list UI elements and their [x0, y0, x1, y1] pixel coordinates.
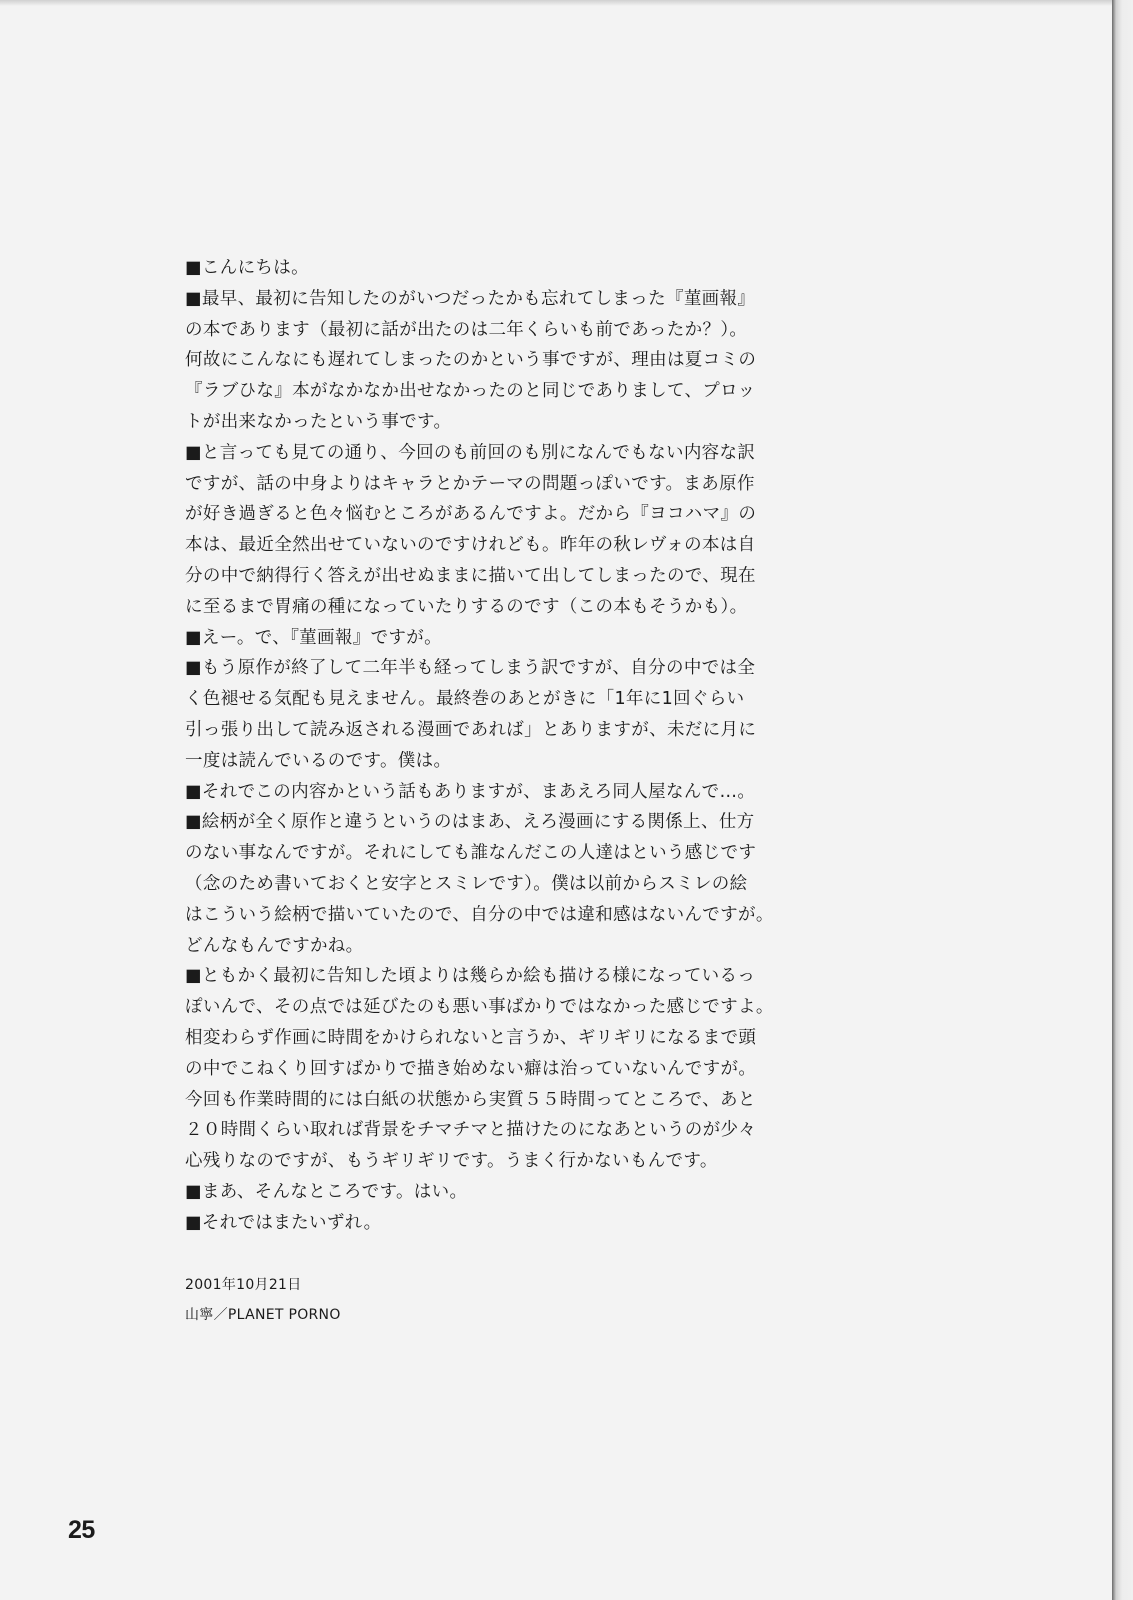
afterword-line: どんなもんですかね。 [185, 935, 364, 956]
afterword-line: ■えー。で、『菫画報』ですが。 [185, 627, 442, 648]
afterword-line: トが出来なかったという事です。 [185, 411, 452, 432]
page-number: 25 [68, 1516, 95, 1544]
afterword-line: ■もう原作が終了して二年半も経ってしまう訳ですが、自分の中では全 [185, 658, 756, 679]
afterword-line: ■まあ、そんなところです。はい。 [185, 1181, 468, 1202]
afterword-line: 一度は読んでいるのです。僕は。 [185, 750, 452, 771]
afterword-line: の中でこねくり回すばかりで描き始めない癖は治っていないんですが。 [185, 1058, 757, 1079]
afterword-line: （念のため書いておくと安字とスミレです）。僕は以前からスミレの絵 [185, 873, 748, 894]
signature-block [185, 1270, 341, 1330]
afterword-line: 相変わらず作画に時間をかけられないと言うか、ギリギリになるまで頭 [185, 1027, 757, 1048]
afterword-line: 分の中で納得行く答えが出せぬままに描いて出してしまったので、現在 [185, 565, 756, 586]
afterword-line: ■それではまたいずれ。 [185, 1212, 382, 1233]
signature-date: 2001年10月21日 [185, 1277, 302, 1293]
afterword-line: はこういう絵柄で描いていたので、自分の中では違和感はないんですが。 [185, 904, 774, 925]
afterword-line: ■こんにちは。 [185, 258, 309, 278]
page-binding-shadow [1112, 0, 1133, 1600]
afterword-line: 引っ張り出して読み返される漫画であれば」とありますが、未だに月に [185, 719, 757, 740]
afterword-line: 心残りなのですが、もうギリギリです。うまく行かないもんです。 [185, 1151, 718, 1172]
afterword-line: 本は、最近全然出せていないのですけれども。昨年の秋レヴォの本は自 [185, 535, 756, 556]
afterword-line: の本であります（最初に話が出たのは二年くらいも前であったか？）。 [185, 319, 748, 340]
afterword-line: 今回も作業時間的には白紙の状態から実質５５時間ってところで、あと [185, 1089, 756, 1110]
afterword-line: ■ともかく最初に告知した頃よりは幾らか絵も描ける様になっているっ [185, 966, 756, 987]
afterword-line: ■と言っても見ての通り、今回のも前回のも別になんでもない内容な訳 [185, 442, 756, 463]
afterword-line: ■それでこの内容かという話もありますが、まあえろ同人屋なんで…。 [185, 781, 756, 802]
afterword-line: 何故にこんなにも遅れてしまったのかという事ですが、理由は夏コミの [185, 350, 757, 371]
afterword-line: に至るまで胃痛の種になっていたりするのです（この本もそうかも）。 [185, 596, 748, 617]
afterword-line: 『ラブひな』本がなかなか出せなかったのと同じでありまして、プロッ [185, 381, 756, 402]
afterword-line: が好き過ぎると色々悩むところがあるんですよ。だから『ヨコハマ』の [185, 504, 757, 525]
afterword-line: ２０時間くらい取れば背景をチマチマと描けたのになあというのが少々 [185, 1120, 757, 1141]
afterword-line: のない事なんですが。それにしても誰なんだこの人達はという感じです [185, 843, 757, 864]
afterword-line: ですが、話の中身よりはキャラとかテーマの問題っぽいです。まあ原作 [185, 473, 755, 494]
page-top-shadow [0, 0, 1112, 6]
afterword-line: ■最早、最初に告知したのがいつだったかも忘れてしまった『菫画報』 [185, 288, 756, 309]
afterword-line: ■絵柄が全く原作と違うというのはまあ、えろ漫画にする関係上、仕方 [185, 812, 755, 833]
afterword-line: ぽいんで、その点では延びたのも悪い事ばかりではなかった感じですよ。 [185, 997, 774, 1018]
afterword-line: く色褪せる気配も見えません。最終巻のあとがきに「1年に1回ぐらい [185, 689, 745, 710]
signature-author: 山寧／PLANET PORNO [185, 1307, 341, 1323]
afterword-text [185, 253, 825, 1239]
